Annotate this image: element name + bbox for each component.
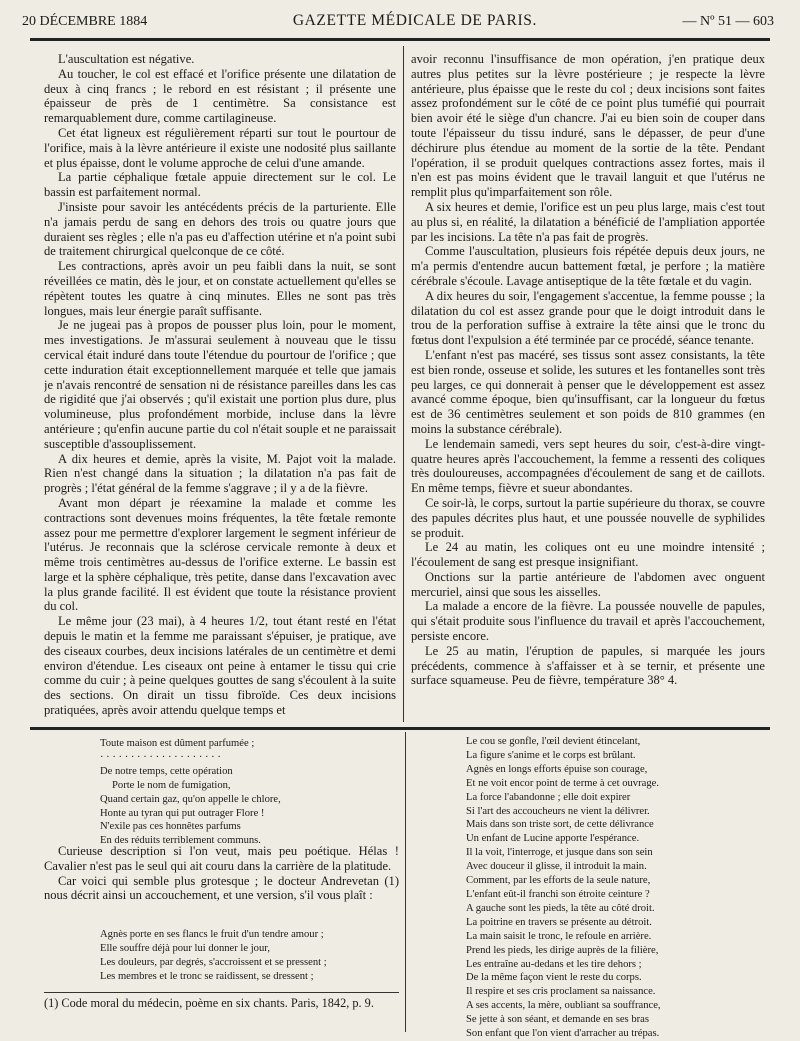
verse-line: En des réduits terriblement communs. [100, 835, 261, 847]
verse-line: Un enfant de Lucine apporte l'espérance. [466, 833, 640, 845]
journal-title: GAZETTE MÉDICALE DE PARIS. [292, 12, 537, 29]
verse-line: Toute maison est dûment parfumée ; [100, 738, 255, 749]
verse-line: Porte le nom de fumigation, [112, 779, 231, 791]
verse-line: Les membres et le tronc se raidissent, se dressent ; [100, 970, 314, 982]
paragraph: Le lendemain samedi, vers sept heures du soir, c'est-à-dire vingt-quatre heures après l'accouchement, la femme a ressenti des coliques très douloureuses, accompagnées d'écoulement de sang et de caillots. En même temps, fièvre et sueur abondantes. [411, 436, 765, 496]
verse-line: A gauche sont les pieds, la tête au côté droit. [466, 902, 655, 914]
paragraph: J'insiste pour savoir les antécédents précis de la parturiente. Elle n'a jamais perdu de sang en dehors des trois ou quatre jours que duraient ses règles ; elle n'a pas eu d'affection utérine et n'a point subi de traitement chirurgical quelconque de ce côté. [44, 199, 396, 259]
paragraph: Car voici qui semble plus grotesque ; le docteur Andrevetan (1) nous décrit ainsi un accouchement, et une version, s'il vous plaît : [44, 873, 399, 903]
footnote: (1) Code moral du médecin, poème en six chants. Paris, 1842, p. 9. [44, 996, 374, 1010]
verse-line: Avec douceur il glisse, il introduit la main. [466, 861, 647, 873]
paragraph: A dix heures et demie, après la visite, M. Pajot voit la malade. Rien n'est changé dans la situation ; la dilatation n'a pas fait de progrès ; l'état général de la femme s'aggrave ; il y a de la fièvre. [44, 451, 396, 496]
paragraph: A dix heures du soir, l'engagement s'accentue, la femme pousse ; la dilatation du col est assez grande pour que le doigt introduit dans le trou de la perforation suffise à extraire la tête ainsi que le tronc du fœtus dont l'expulsion a été terminée par ce procédé, séance tenante. [411, 288, 765, 348]
paragraph: La malade a encore de la fièvre. La poussée nouvelle de papules, qui s'était produite sous l'influence du travail et après l'accouchement, persiste encore. [411, 599, 765, 644]
verse-line: A ses accents, la mère, oubliant sa souffrance, [466, 1000, 661, 1012]
paragraph: Avant mon départ je réexamine la malade et comme les contractions sont devenues moins fréquentes, la tête fœtale remonte assez pour me permettre d'explorer largement le segment inférieur de l'utérus. Je reconnais que la sclérose cervicale remonte à deux et même trois centimètres au-dessus de l'orifice externe. Le bassin est large et la sphère céphalique, très petite, danse dans l'excavation avec la plus grande facilité. Il est évident que toute la résistance provient du col. [44, 495, 396, 614]
verse-line: Il respire et ses cris proclament sa naissance. [466, 986, 656, 998]
paragraph: Les contractions, après avoir un peu faibli dans la nuit, se sont réveillées ce matin, dès le jour, et on constate actuellement qu'elles se répètent toutes les quatre à cinq minutes. Elles ne sont pas très longues, mais leur énergie paraît suffisante. [44, 259, 396, 318]
verse-line: L'enfant eût-il franchi son étroite ceinture ? [466, 888, 650, 900]
paragraph: Ce soir-là, le corps, surtout la partie supérieure du thorax, se couvre des papules décrites plus haut, et une poussée nouvelle de syphilides se produit. [411, 495, 765, 540]
paragraph: Curieuse description si l'on veut, mais peu poétique. Hélas ! Cavalier n'est pas le seul qui ait couru dans la carrière de la platitude. [44, 844, 399, 873]
header-rule [30, 38, 770, 41]
verse-line: · · · · · · · · · · · · · · · · · · · · [100, 751, 221, 763]
poem-excerpt-right [466, 735, 661, 1041]
poem-excerpt-agnes [100, 928, 327, 984]
verse-line: Et ne voit encor point de terme à cet ouvrage. [466, 777, 659, 789]
paragraph: Le 25 au matin, l'éruption de papules, si marquée les jours précédents, commence à s'affaisser et à se ternir, et présente une surface squameuse. Peu de fièvre, température 38° 4. [411, 643, 765, 688]
page-header [22, 12, 774, 36]
verse-line: N'exile pas ces honnêtes parfums [100, 821, 241, 833]
paragraph: L'auscultation est négative. [58, 52, 195, 66]
right-column [411, 52, 765, 720]
verse-line: Les douleurs, par degrés, s'accroissent et se pressent ; [100, 956, 327, 968]
paragraph: Le 24 au matin, les coliques ont eu une moindre intensité ; l'écoulement de sang est presque insignifiant. [411, 540, 765, 570]
verse-line: Mais dans son triste sort, de cette délivrance [466, 819, 654, 831]
paragraph: Le même jour (23 mai), à 4 heures 1/2, tout étant resté en l'état depuis le matin et la femme me paraissant s'épuiser, je pratique, ave des ciseaux courbes, deux incisions latérales de un centimètre et demi environ d'étendue. Les ciseaux ont peine à entamer le tissu qui crie comme du cuir ; à peine quelques gouttes de sang s'écoulent à la suite des sections. On dirait un tissu fibroïde. Ces deux incisions pratiquées, après avoir attendu quelque temps et [44, 614, 396, 718]
verse-line: La poitrine en travers se présente au détroit. [466, 916, 652, 928]
verse-line: Prend les pieds, les dirige auprès de la filière, [466, 944, 659, 956]
paragraph: La partie céphalique fœtale appuie directement sur le col. Le bassin est parfaitement normal. [44, 170, 396, 200]
verse-line: Le cou se gonfle, l'œil devient étincelant, [466, 736, 641, 747]
feuilleton-prose [44, 844, 399, 903]
verse-line: Son enfant que l'on vient d'arracher au trépas. [466, 1028, 660, 1040]
verse-line: Quand certain gaz, qu'on appelle le chlore, [100, 793, 281, 805]
feuilleton-rule [30, 727, 770, 730]
paragraph: Cet état ligneux est régulièrement réparti sur tout le pourtour de l'orifice, mais à la lèvre antérieure il existe une nodosité plus saillante et plus épaisse, dont le volume approche de celui d'une amande. [44, 125, 396, 170]
verse-line: La force l'abandonne ; elle doit expirer [466, 791, 631, 803]
paragraph: Comme l'auscultation, plusieurs fois répétée depuis deux jours, ne m'a permis d'entendre aucun battement fœtal, je perfore ; la matière cérébrale s'écoule. Lavage antiseptique de la tête fœtale et du vagin. [411, 244, 765, 288]
issue-page-number: — Nº 51 — 603 [682, 14, 774, 29]
paragraph: L'enfant n'est pas macéré, ses tissus sont assez consistants, la tête est bien ronde, osseuse et solide, les sutures et les fontanelles sont très peu larges, ce qui donnerait à penser que le développement est assez avancé comme époque, bien qu'insuffisant, car la longueur du fœtus est de 36 centimètres seulement et son poids de 810 grammes (en moins la substance cérébrale). [411, 347, 765, 436]
paragraph: Je ne jugeai pas à propos de pousser plus loin, pour le moment, mes investigations. Je m'assurai seulement à nouveau que le tissu cervical était induré dans toute l'étendue du pourtour de l'orifice ; que cette induration était exceptionnellement marquée et telle que jamais je n'avais rencontré de sensation ni de résistance pareilles dans les cas de rigidité que j'ai observés ; qu'il existait une portion plus dure, plus volumineuse, plus profondément morbide, incluse dans la lèvre antérieure ; qu'enfin aucune partie du col n'était souple et ne paraissait susceptible d'assouplissement. [44, 318, 396, 451]
verse-line: Si l'art des accoucheurs ne vient la délivrer. [466, 805, 650, 817]
verse-line: Agnès porte en ses flancs le fruit d'un tendre amour ; [100, 929, 324, 940]
paragraph: Onctions sur la partie antérieure de l'abdomen avec onguent mercuriel, ainsi que sous les aisselles. [411, 569, 765, 599]
verse-line: Comment, par les efforts de la seule nature, [466, 875, 651, 887]
verse-line: Il la voit, l'interroge, et jusque dans son sein [466, 847, 653, 859]
poem-excerpt-left [100, 737, 281, 848]
verse-line: La main saisit le tronc, le refoule en arrière. [466, 930, 652, 942]
feuilleton-divider [405, 732, 406, 1032]
verse-line: De la même façon vient le reste du corps. [466, 972, 642, 984]
verse-line: Les entraîne au-dedans et les tire dehors ; [466, 958, 642, 970]
left-column [44, 52, 396, 720]
verse-line: Se jette à son séant, et demande en ses bras [466, 1014, 649, 1026]
paragraph: avoir reconnu l'insuffisance de mon opération, j'en pratique deux autres plus petites sur la lèvre postérieure ; je respecte la lèvre antérieure, plus épaisse que le reste du col ; deux incisions sont faites assez profondément sur le côté de ce point plus tuméfié qui pourrait bien avoir été le siège d'un chancre. J'ai eu bien soin de couper dans toute l'épaisseur du tissu induré, sans le dépasser, de peur d'une déchirure plus étendue au moment de la sortie de la tête. Pendant l'opération, il se produit quelques contractions assez fortes, mais il n'en est pas moins évident que le travail languit et que l'utérus ne remplit plus qu'imparfaitement son rôle. [411, 52, 765, 200]
verse-line: Agnès en longs efforts épuise son courage, [466, 763, 648, 775]
footnote-rule [44, 992, 399, 993]
issue-date: 20 DÉCEMBRE 1884 [22, 14, 148, 29]
verse-line: La figure s'anime et le corps est brûlant. [466, 749, 636, 761]
verse-line: Elle souffre déjà pour lui donner le jour, [100, 942, 271, 954]
paragraph: Au toucher, le col est effacé et l'orifice présente une dilatation de deux à cinq francs ; le rebord en est résistant ; il présente une épaisseur de près de 1 centimètre. Sa consistance est remarquablement dure, comme cartilagineuse. [44, 66, 396, 126]
column-divider [403, 46, 404, 722]
verse-line: Honte au tyran qui put outrager Flore ! [100, 807, 265, 819]
verse-line: De notre temps, cette opération [100, 765, 233, 777]
paragraph: A six heures et demie, l'orifice est un peu plus large, mais c'est tout au plus si, en réalité, la dilatation a bénéficié de l'ampliation apportée par les incisions. La tête n'a pas fait de progrès. [411, 199, 765, 244]
